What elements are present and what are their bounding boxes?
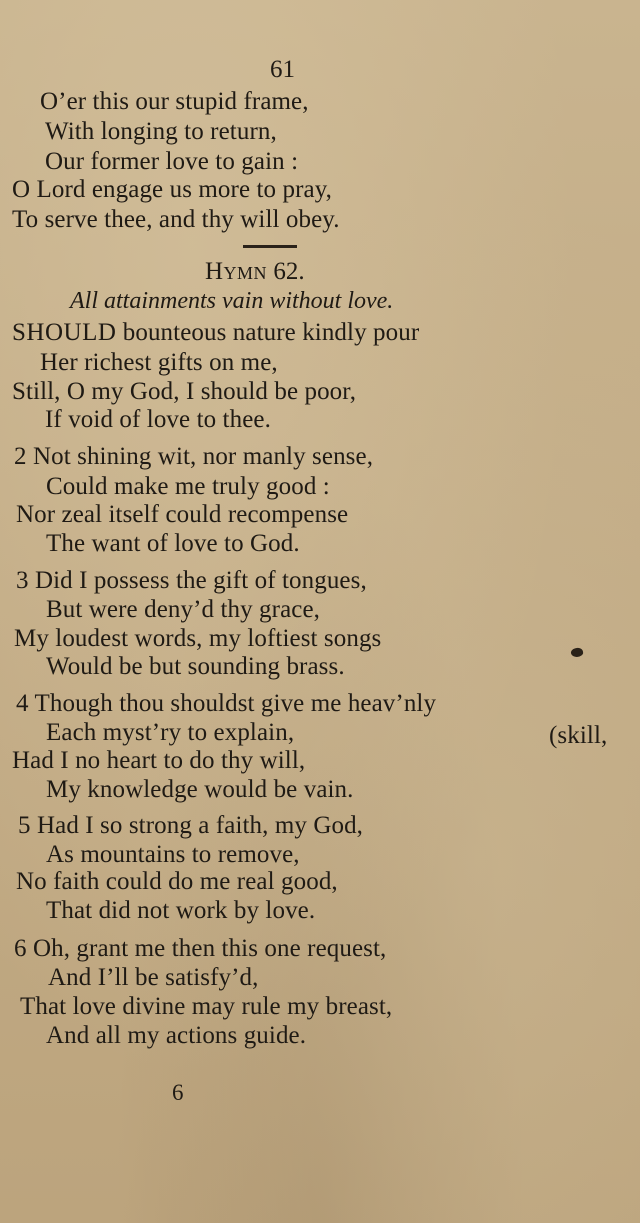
verse-1-line-2: Her richest gifts on me, [40,349,278,376]
section-divider [243,245,297,248]
verse-3-line-3: My loudest words, my loftiest songs [14,625,382,652]
verse-4-line-2: Each myst’ry to explain, [46,719,295,746]
verse-1-line-3: Still, O my God, I should be poor, [12,378,357,405]
carryover-line-2: With longing to return, [45,118,277,145]
verse-6-line-4: And all my actions guide. [46,1022,307,1049]
verse-3-line-2: But were deny’d thy grace, [46,596,321,623]
verse-1-line-1 [12,318,419,348]
verse-6-number: 6 [14,935,27,962]
verse-3-number: 3 [16,567,29,594]
verse-5-line-1 [18,811,363,841]
verse-6-line-1 [14,934,386,964]
hymn-heading-label: Hymn [205,258,268,285]
hymn-subtitle: All attainments vain without love. [70,288,394,314]
verse-5-line-2: As mountains to remove, [46,841,300,868]
verse-5-line-4: That did not work by love. [46,897,316,924]
verse-4-line-4: My knowledge would be vain. [46,776,354,803]
page-number: 61 [270,56,295,83]
verse-2-line-3: Nor zeal itself could recompense [16,501,349,528]
verse-3-line-1 [16,566,367,596]
verse-2-line-4: The want of love to God. [46,530,300,557]
verse-4-turnover: (skill, [549,722,608,749]
hymn-heading [205,258,305,286]
verse-6-line-2: And I’ll be satisfy’d, [48,964,259,991]
verse-1-line-1-rest: bounteous nature kindly pour [116,319,420,346]
verse-3-line-4: Would be but sounding brass. [46,653,345,680]
verse-3-line-1-text: Did I possess the gift of tongues, [34,567,367,594]
verse-5-line-3: No faith could do me real good, [16,868,338,895]
carryover-line-4: O Lord engage us more to pray, [12,176,333,203]
verse-2-line-1 [14,442,373,472]
signature-mark: 6 [172,1080,184,1105]
verse-1-first-word: SHOULD [12,319,117,346]
verse-4-line-1-text: Though thou shouldst give me heav’nly [34,690,437,717]
ink-blot [570,647,584,659]
verse-4-line-1 [16,689,436,719]
verse-4-number: 4 [16,690,29,717]
verse-2-line-1-text: Not shining wit, nor manly sense, [32,443,374,470]
verse-6-line-1-text: Oh, grant me then this one request, [32,935,387,962]
carryover-line-5: To serve thee, and thy will obey. [12,206,340,233]
carryover-line-1: O’er this our stupid frame, [40,88,309,115]
verse-2-line-2: Could make me truly good : [46,473,330,500]
verse-2-number: 2 [14,443,27,470]
verse-5-line-1-text: Had I so strong a faith, my God, [36,812,364,839]
verse-1-line-4: If void of love to thee. [45,406,271,433]
verse-5-number: 5 [18,812,31,839]
verse-6-line-3: That love divine may rule my breast, [20,993,393,1020]
verse-4-line-3: Had I no heart to do thy will, [12,747,306,774]
hymn-heading-number: 62. [273,258,305,285]
carryover-line-3: Our former love to gain : [45,148,299,175]
